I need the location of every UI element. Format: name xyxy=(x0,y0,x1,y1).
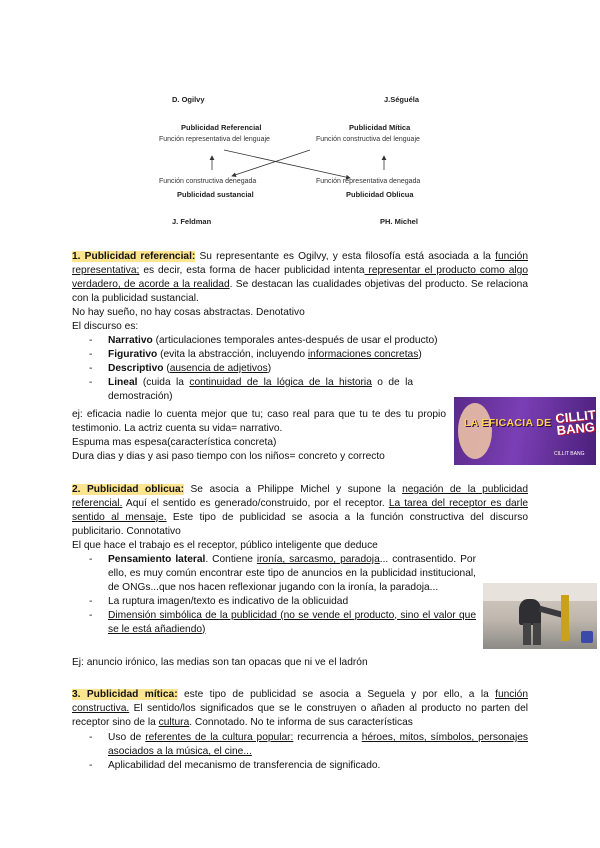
ad-brand-logo: CILLIT BANG xyxy=(554,406,596,439)
s1-line3: El discurso es: xyxy=(72,321,139,332)
list-item: - Narrativo (articulaciones temporales antes-después de usar el producto) xyxy=(72,334,516,348)
stockings-ad-image xyxy=(483,583,597,649)
s3-heading: 3. Publicidad mítica: xyxy=(72,689,178,700)
diagram-br-title: Publicidad Oblicua xyxy=(346,190,414,199)
brand-logo-icon xyxy=(581,631,593,643)
s1-bullet-list xyxy=(72,334,516,404)
arrow-cross-2 xyxy=(232,150,310,176)
ad-brand-small: CILLIT BANG xyxy=(554,451,585,457)
list-item: - Aplicabilidad del mecanismo de transferencia de significado. xyxy=(72,759,528,773)
s2-heading: 2. Publicidad oblicua: xyxy=(72,484,185,495)
diagram-mit-title: Publicidad Mítica xyxy=(349,123,411,132)
diagram-mit-func: Función constructiva del lenguaje xyxy=(316,136,420,143)
s3-bullet-list xyxy=(72,731,528,773)
author-ogilvy: D. Ogilvy xyxy=(172,95,205,104)
arrow-cross-1 xyxy=(224,150,350,178)
s2-paragraph: 2. Publicidad oblicua: Se asocia a Philippe Michel y supone la negación de la publicidad referencial. Aquí el sentido es generado/construido, por el receptor. La tarea del receptor es darle sentido al mensaje. Este tipo de publicidad se asocia a la función constructiva del discurso publicitario. Connotativo xyxy=(72,484,528,537)
author-michel: PH. Michel xyxy=(380,217,418,226)
author-feldman: J. Feldman xyxy=(172,217,212,226)
diagram-bl-func: Función constructiva denegada xyxy=(159,178,257,185)
list-item: - Descriptivo (ausencia de adjetivos) xyxy=(72,362,516,376)
s1-example-3: Dura dias y dias y asi paso tiempo con los niños= concreto y correcto xyxy=(72,451,385,462)
s2-example: Ej: anuncio irónico, las medias son tan opacas que ni ve el ladrón xyxy=(72,657,368,668)
s1-paragraph: 1. Publicidad referencial: Su representante es Ogilvy, y esta filosofía está asociada a la función representativa; es decir, esta forma de hacer publicidad intenta representar el producto como algo verdadero, de acorde a la realidad. Se destacan las cualidades objetivas del producto. Se relaciona con la publicidad sustancial. xyxy=(72,251,528,304)
list-item: - Pensamiento lateral. Contiene ironía, sarcasmo, paradoja... contrasentido. Por ello, es muy común encontrar este tipo de anuncios en la publicidad institucional, de ONGs...que nos hacen reflexionar jugando con la ironía, la paradoja... xyxy=(72,553,476,595)
list-item: - La ruptura imagen/texto es indicativo de la oblicuidad xyxy=(72,595,476,609)
s2-line2: El que hace el trabajo es el receptor, público inteligente que deduce xyxy=(72,540,378,551)
s1-example: ej: eficacia nadie lo cuenta mejor que tu; caso real para que tu te des tu propio testimonio. La actriz cuenta su vida= narrativo. xyxy=(72,409,446,434)
list-item: - Figurativo (evita la abstracción, incluyendo informaciones concretas) xyxy=(72,348,516,362)
s3-paragraph: 3. Publicidad mítica: este tipo de publicidad se asocia a Seguela y por ello, a la función constructiva. El sentido/los significados que se le construyen o añaden al producto no parten del receptor sino de la cultura. Connotado. No te informa de sus características xyxy=(72,689,528,728)
list-item: - Lineal (cuida la continuidad de la lógica de la historia o de la demostración) xyxy=(72,376,413,404)
actress-face xyxy=(458,403,492,459)
s1-example-2: Espuma mas espesa(característica concreta) xyxy=(72,437,277,448)
author-seguela: J.Séguéla xyxy=(384,95,420,104)
cillit-bang-ad-image xyxy=(454,397,596,465)
list-item: - Dimensión simbólica de la publicidad (no se vende el producto, sino el valor que se le está añadiendo) xyxy=(72,609,476,637)
diagram-ref-func: Función representativa del lenguaje xyxy=(159,136,270,143)
ad-caption: LA EFICACIA DE xyxy=(464,417,552,429)
thief-figure xyxy=(519,599,541,625)
list-item: - Uso de referentes de la cultura popular: recurrencia a héroes, mitos, símbolos, personajes asociados a la música, el cine... xyxy=(72,731,528,759)
s1-line2: No hay sueño, no hay cosas abstractas. Denotativo xyxy=(72,307,305,318)
s2-bullet-list xyxy=(72,553,476,636)
yellow-post xyxy=(561,595,569,641)
diagram-bl-title: Publicidad sustancial xyxy=(177,190,254,199)
s1-heading: 1. Publicidad referencial: xyxy=(72,251,196,262)
diagram-ref-title: Publicidad Referencial xyxy=(181,123,262,132)
diagram-br-func: Función representativa denegada xyxy=(316,178,421,185)
